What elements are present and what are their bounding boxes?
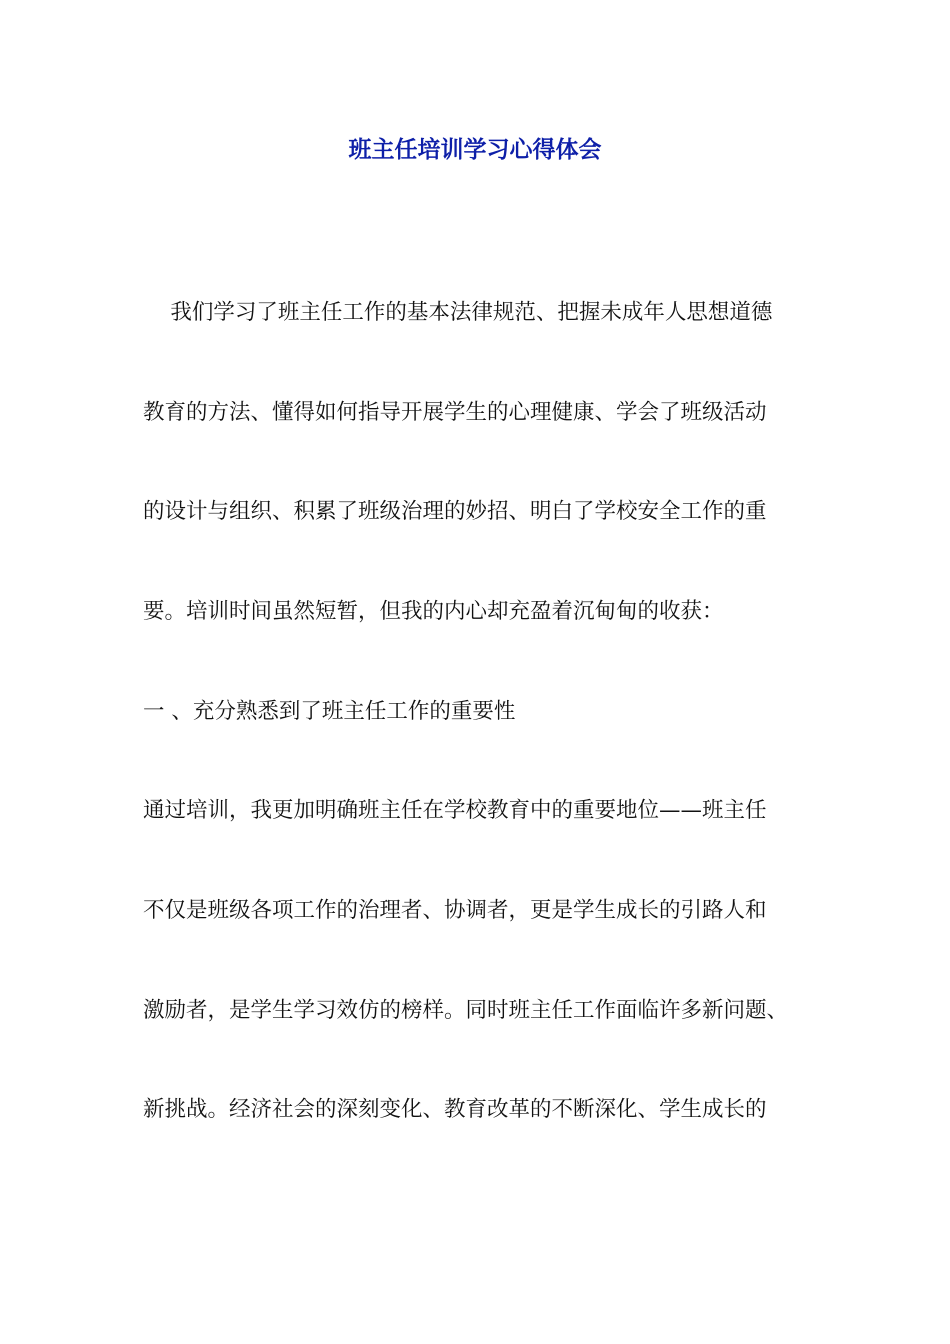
- paragraph-line: 不仅是班级各项工作的治理者、协调者，更是学生成长的引路人和: [143, 898, 767, 923]
- paragraph-line: 的设计与组织、积累了班级治理的妙招、明白了学校安全工作的重: [143, 499, 767, 524]
- paragraph-line: 教育的方法、懂得如何指导开展学生的心理健康、学会了班级活动: [143, 400, 767, 425]
- paragraph-line: 新挑战。经济社会的深刻变化、教育改革的不断深化、学生成长的: [143, 1097, 767, 1122]
- document-title: 班主任培训学习心得体会: [348, 137, 602, 163]
- paragraph-line: 激励者，是学生学习效仿的榜样。同时班主任工作面临许多新问题、: [143, 998, 789, 1023]
- paragraph-line: 通过培训，我更加明确班主任在学校教育中的重要地位——班主任: [143, 798, 767, 823]
- section-heading: 一 、充分熟悉到了班主任工作的重要性: [143, 699, 516, 724]
- paragraph-line: 我们学习了班主任工作的基本法律规范、把握未成年人思想道德: [143, 300, 773, 325]
- paragraph-line: 要。培训时间虽然短暂，但我的内心却充盈着沉甸甸的收获：: [143, 599, 724, 624]
